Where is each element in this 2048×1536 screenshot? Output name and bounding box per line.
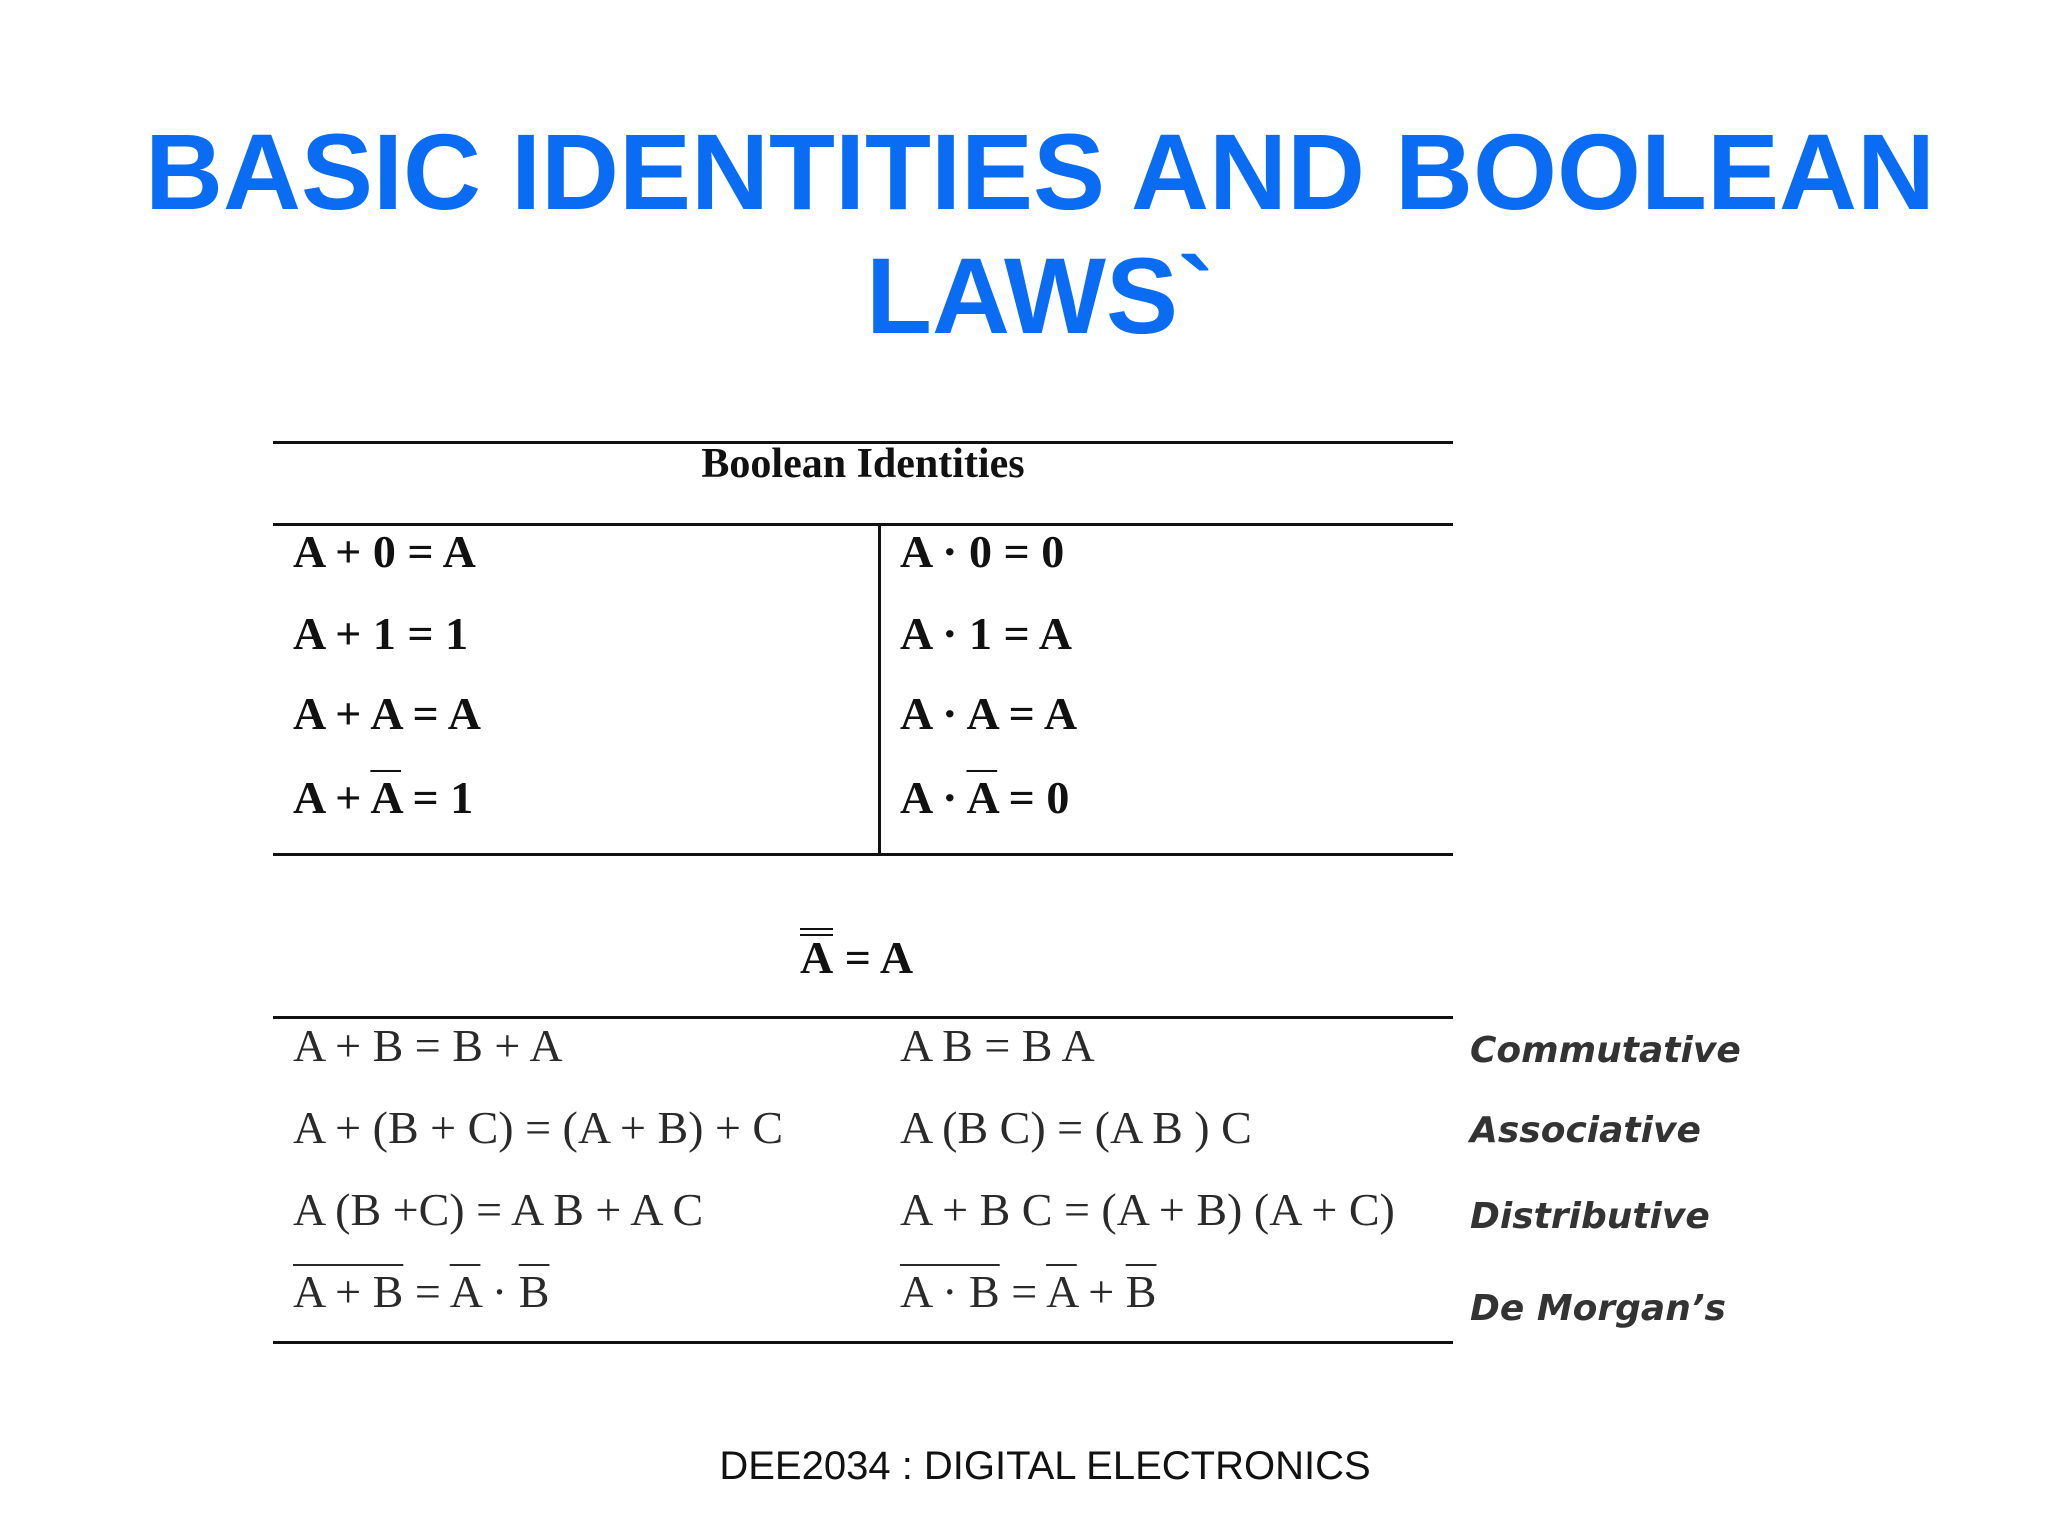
de-morgan-and	[900, 1264, 1156, 1320]
double-complement	[800, 930, 913, 986]
de-morgan-and-term-2: $\overline{B}$	[1125, 1266, 1157, 1317]
associative-and-text: A (B C) = (A B ) C	[900, 1102, 1252, 1153]
law-name-de-morgan: De Morgan’s	[1470, 1288, 1726, 1329]
associative-and	[900, 1100, 1252, 1156]
table-bottom-rule	[273, 853, 1453, 856]
and-identity-4	[900, 770, 1069, 826]
law-name-associative: Associative	[1470, 1110, 1701, 1151]
commutative-or	[293, 1018, 563, 1074]
distributive-left-text: A (B +C) = A B + A C	[293, 1184, 704, 1235]
or-identity-3-text: A + A = A	[293, 688, 481, 739]
de-morgan-or-equals: =	[403, 1266, 450, 1317]
or-identity-1-text: A + 0 = A	[293, 526, 476, 577]
de-morgan-and-operator: +	[1076, 1266, 1126, 1317]
table-column-divider	[878, 525, 881, 855]
or-identity-4-post: = 1	[401, 772, 474, 823]
commutative-and	[900, 1018, 1095, 1074]
and-identity-1-text: A · 0 = 0	[900, 526, 1065, 577]
or-identity-3	[293, 686, 481, 742]
de-morgan-and-lhs: A · B	[900, 1266, 1000, 1317]
distributive-right-text: A + B C = (A + B) (A + C)	[900, 1184, 1395, 1235]
and-identity-1	[900, 524, 1064, 580]
de-morgan-or-term-1: $\overline{A}$	[449, 1266, 481, 1317]
or-identity-4	[293, 770, 473, 826]
commutative-and-text: A B = B A	[900, 1020, 1095, 1071]
law-name-distributive: Distributive	[1470, 1196, 1710, 1237]
and-identity-4-complement: $\overline{A}$	[966, 772, 998, 823]
and-identity-2	[900, 606, 1072, 662]
or-identity-4-pre: A +	[293, 772, 371, 823]
de-morgan-or	[293, 1264, 549, 1320]
or-identity-1	[293, 524, 476, 580]
de-morgan-or-lhs: A + B	[293, 1266, 404, 1317]
commutative-or-text: A + B = B + A	[293, 1020, 563, 1071]
and-identity-3-text: A · A = A	[900, 688, 1078, 739]
or-identity-4-complement: $\overline{A}$	[370, 772, 402, 823]
or-identity-2-text: A + 1 = 1	[293, 608, 469, 659]
and-identity-2-text: A · 1 = A	[900, 608, 1072, 659]
associative-or	[293, 1100, 783, 1156]
slide-title	[0, 110, 2048, 358]
and-identity-3	[900, 686, 1077, 742]
de-morgan-and-equals: =	[999, 1266, 1047, 1317]
de-morgan-and-term-1: $\overline{A}$	[1046, 1266, 1077, 1317]
slide-footer: DEE2034 : DIGITAL ELECTRONICS	[719, 1444, 1371, 1488]
table-caption: Boolean Identities	[701, 441, 1025, 487]
associative-or-text: A + (B + C) = (A + B) + C	[293, 1102, 784, 1153]
de-morgan-or-operator: ·	[480, 1266, 519, 1317]
slide-title-line-1: BASIC IDENTITIES AND BOOLEAN	[144, 111, 1936, 232]
and-identity-4-post: = 0	[997, 772, 1070, 823]
or-identity-2	[293, 606, 468, 662]
double-complement-operand: A	[800, 930, 833, 986]
distributive-and-over-or	[293, 1182, 703, 1238]
law-name-commutative: Commutative	[1470, 1030, 1741, 1071]
distributive-or-over-and	[900, 1182, 1395, 1238]
laws-bottom-rule	[273, 1341, 1453, 1344]
and-identity-4-pre: A ·	[900, 772, 967, 823]
de-morgan-or-term-2: $\overline{B}$	[518, 1266, 550, 1317]
double-complement-rest: = A	[833, 932, 914, 983]
slide-title-line-2: LAWS`	[866, 235, 1214, 356]
